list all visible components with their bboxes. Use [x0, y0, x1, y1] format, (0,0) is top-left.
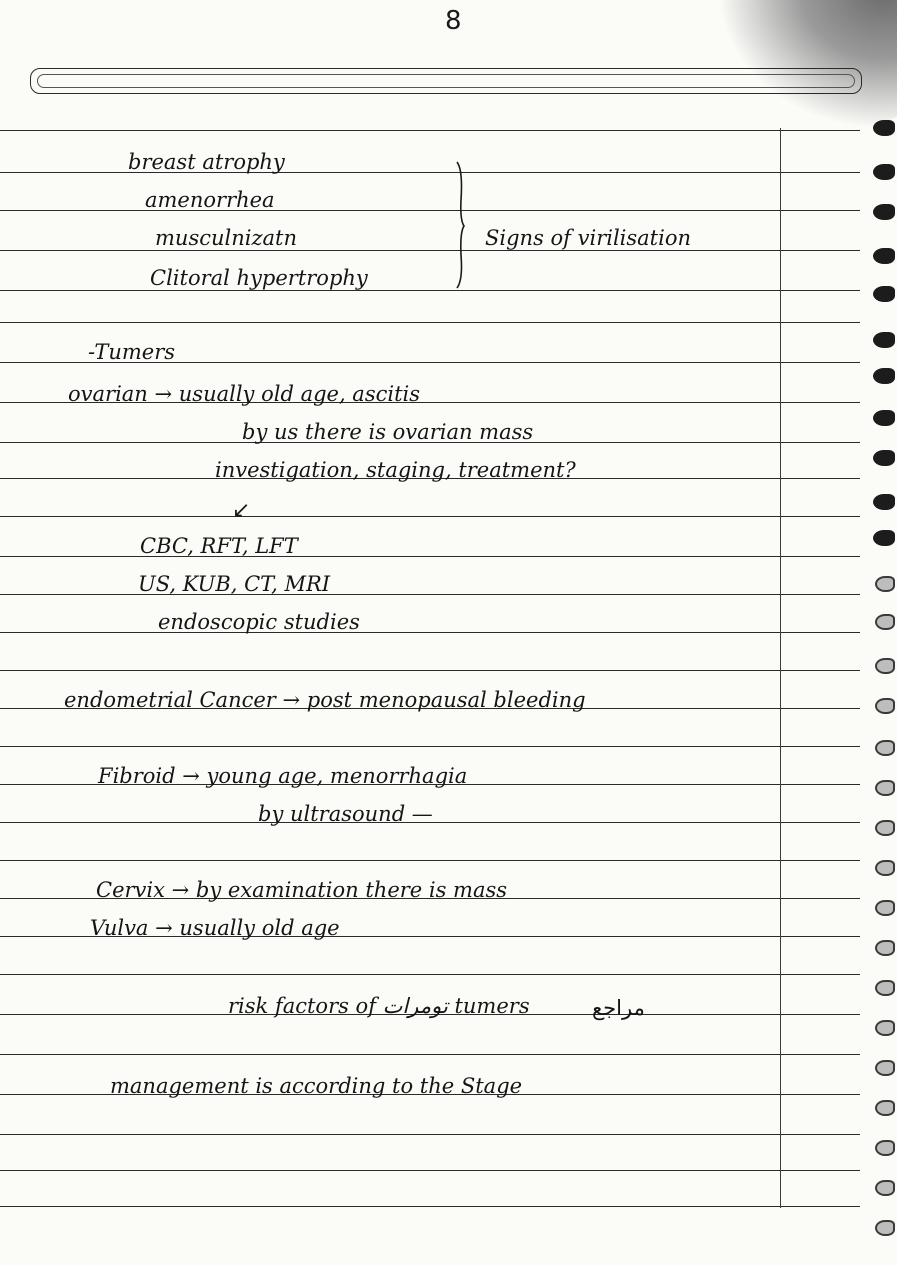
spiral-ring [875, 614, 895, 630]
spiral-ring [875, 940, 895, 956]
spiral-ring [875, 658, 895, 674]
ruled-line [0, 860, 860, 861]
ovarian-line: ovarian → usually old age, ascitis [68, 382, 421, 406]
tests-line: US, KUB, CT, MRI [138, 572, 331, 596]
spiral-ring [875, 1140, 895, 1156]
page-number: 8 [445, 6, 462, 36]
spiral-ring [875, 860, 895, 876]
spiral-ring [875, 698, 895, 714]
ruled-line [0, 1054, 860, 1055]
virilisation-item: musculnizatn [155, 226, 298, 250]
spiral-binding [867, 120, 897, 1260]
ruled-line [0, 130, 860, 131]
virilisation-item: amenorrhea [145, 188, 275, 212]
virilisation-label: Signs of virilisation [485, 226, 692, 250]
management-line: management is according to the Stage [110, 1074, 523, 1098]
spiral-ring [875, 1060, 895, 1076]
spiral-ring [873, 494, 895, 510]
spiral-ring [875, 1020, 895, 1036]
ovarian-question-line: investigation, staging, treatment? [215, 458, 576, 482]
spiral-ring [873, 332, 895, 348]
spiral-ring [873, 530, 895, 546]
spiral-ring [875, 740, 895, 756]
ruled-line [0, 210, 860, 211]
spiral-ring [873, 286, 895, 302]
virilisation-item: breast atrophy [128, 150, 285, 174]
ruled-line [0, 516, 860, 517]
spiral-ring [873, 164, 895, 180]
spiral-ring [875, 1220, 895, 1236]
header-band-inner [37, 74, 855, 88]
spiral-ring [875, 576, 895, 592]
brace-mark [455, 160, 465, 290]
ruled-line [0, 1206, 860, 1207]
spiral-ring [873, 248, 895, 264]
arrow-down-left-icon: ↙ [232, 498, 251, 523]
spiral-ring [875, 1100, 895, 1116]
spiral-ring [875, 780, 895, 796]
tumors-heading: -Tumers [88, 340, 176, 364]
ruled-line [0, 1134, 860, 1135]
ruled-line [0, 632, 860, 633]
virilisation-item: Clitoral hypertrophy [150, 266, 368, 290]
fibroid-line: Fibroid → young age, menorrhagia [98, 764, 468, 788]
ruled-line [0, 250, 860, 251]
spiral-ring [873, 368, 895, 384]
ruled-line [0, 670, 860, 671]
spiral-ring [873, 120, 895, 136]
vulva-line: Vulva → usually old age [90, 916, 340, 940]
risk-factors-line: risk factors of تومرات tumers [228, 994, 530, 1018]
fibroid-us-line: by ultrasound — [258, 802, 433, 826]
endometrial-line: endometrial Cancer → post menopausal bleeding [64, 688, 586, 712]
spiral-ring [873, 410, 895, 426]
ruled-line [0, 1170, 860, 1171]
spiral-ring [875, 1180, 895, 1196]
ruled-line [0, 322, 860, 323]
ruled-line [0, 746, 860, 747]
ruled-line [0, 594, 860, 595]
page-curl-shadow [717, 0, 897, 130]
tests-line: endoscopic studies [158, 610, 360, 634]
ovarian-us-line: by us there is ovarian mass [242, 420, 534, 444]
ruled-line [0, 290, 860, 291]
risk-arabic-note: مراجع [592, 996, 645, 1020]
ruled-line [0, 974, 860, 975]
tests-line: CBC, RFT, LFT [140, 534, 298, 558]
spiral-ring [873, 204, 895, 220]
spiral-ring [875, 820, 895, 836]
cervix-line: Cervix → by examination there is mass [96, 878, 508, 902]
margin-line [780, 128, 781, 1208]
header-band [30, 68, 862, 94]
spiral-ring [873, 450, 895, 466]
ruled-line [0, 556, 860, 557]
spiral-ring [875, 900, 895, 916]
spiral-ring [875, 980, 895, 996]
